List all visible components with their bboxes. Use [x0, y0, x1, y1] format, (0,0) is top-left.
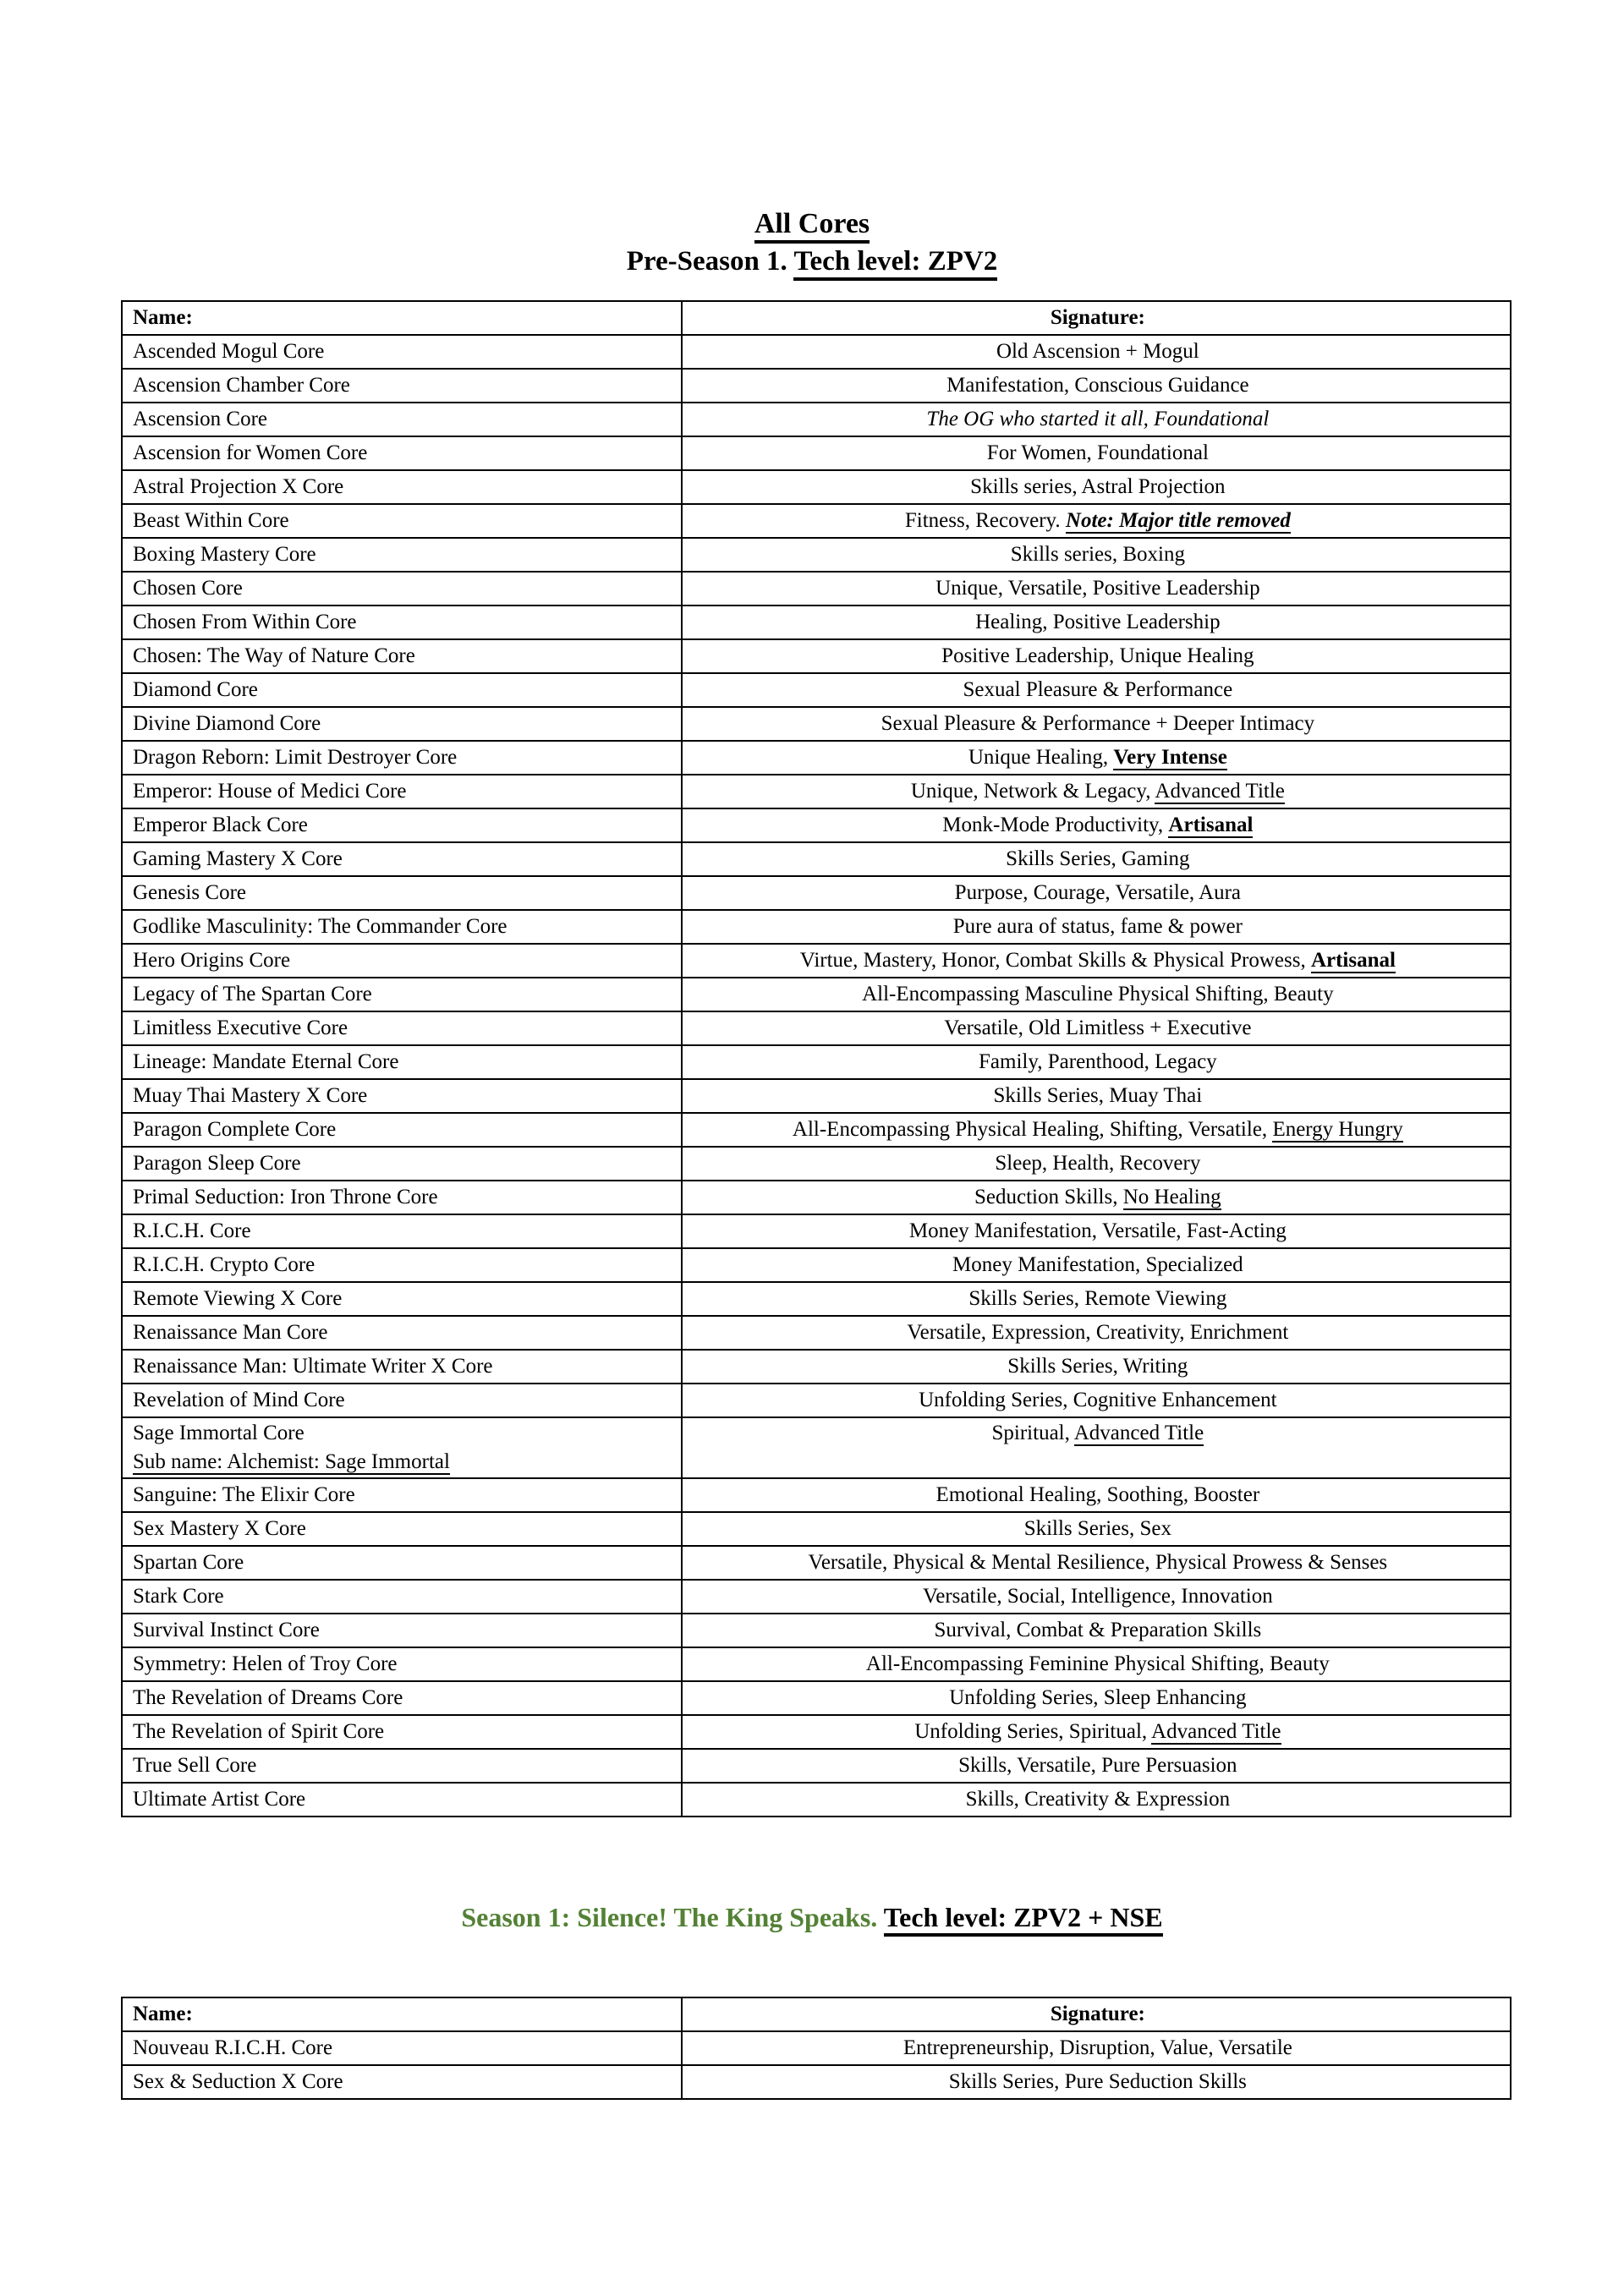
- text-segment: Symmetry: Helen of Troy Core: [133, 1652, 398, 1675]
- core-name-cell: [122, 1580, 682, 1614]
- text-segment: Renaissance Man: Ultimate Writer X Core: [133, 1355, 493, 1378]
- pre-season-subtitle: [0, 243, 1624, 280]
- table-row: [122, 1181, 1511, 1214]
- page-title: [0, 205, 1624, 243]
- pre-season-label: Pre-Season 1.: [626, 246, 794, 277]
- table-row: [122, 606, 1511, 639]
- signature-cell: [682, 606, 1511, 639]
- core-name-cell: [122, 1512, 682, 1546]
- signature-cell: [682, 1512, 1511, 1546]
- text-segment: Very Intense: [1113, 746, 1227, 769]
- title-block: [0, 0, 1624, 280]
- table-row: [122, 1512, 1511, 1546]
- signature-cell: [682, 910, 1511, 944]
- core-name-cell: [122, 808, 682, 842]
- text-segment: Emperor Black Core: [133, 814, 308, 836]
- core-name-cell: [122, 1282, 682, 1316]
- signature-cell: [682, 1478, 1511, 1512]
- text-segment: The Revelation of Dreams Core: [133, 1686, 403, 1709]
- text-segment: Old Ascension + Mogul: [996, 340, 1199, 363]
- text-segment: Lineage: Mandate Eternal Core: [133, 1050, 399, 1073]
- text-segment: Legacy of The Spartan Core: [133, 983, 372, 1006]
- text-segment: Pure aura of status, fame & power: [952, 915, 1243, 938]
- signature-cell: [682, 436, 1511, 470]
- core-name-cell: [122, 1546, 682, 1580]
- core-name-cell: [122, 910, 682, 944]
- text-segment: R.I.C.H. Crypto Core: [133, 1253, 315, 1276]
- signature-cell: [682, 1113, 1511, 1147]
- text-segment: Monk-Mode Productivity,: [942, 814, 1169, 836]
- text-segment: Dragon Reborn: Limit Destroyer Core: [133, 746, 458, 769]
- signature-cell: [682, 1045, 1511, 1079]
- signature-cell: [682, 403, 1511, 436]
- season1-title-text: Season 1: Silence! The King Speaks.: [461, 1902, 884, 1932]
- text-segment: Skills Series, Writing: [1007, 1355, 1188, 1378]
- signature-cell: [682, 639, 1511, 673]
- signature-column-header: Signature:: [682, 1997, 1511, 2031]
- core-name-cell: [122, 1350, 682, 1384]
- signature-cell: [682, 1147, 1511, 1181]
- text-segment: Ascension for Women Core: [133, 441, 368, 464]
- text-segment: Primal Seduction: Iron Throne Core: [133, 1186, 438, 1208]
- signature-cell: [682, 978, 1511, 1011]
- text-segment: The Revelation of Spirit Core: [133, 1720, 385, 1743]
- table-row: [122, 1045, 1511, 1079]
- table-row: [122, 436, 1511, 470]
- signature-cell: [682, 741, 1511, 775]
- table-row: [122, 1647, 1511, 1681]
- core-name-cell: [122, 1181, 682, 1214]
- table-row: [122, 1783, 1511, 1817]
- core-name-cell: [122, 1783, 682, 1817]
- core-name-cell: [122, 369, 682, 403]
- text-segment: Chosen Core: [133, 577, 243, 600]
- text-segment: Skills Series, Muay Thai: [993, 1084, 1203, 1107]
- text-segment: All-Encompassing Physical Healing, Shifting, Versatile,: [792, 1118, 1273, 1141]
- signature-cell: [682, 504, 1511, 538]
- text-segment: Chosen From Within Core: [133, 611, 357, 633]
- text-segment: Emotional Healing, Soothing, Booster: [935, 1483, 1260, 1506]
- text-segment: Sage Immortal Core: [133, 1422, 304, 1444]
- text-segment: Advanced Title: [1155, 780, 1285, 803]
- table-row: [122, 369, 1511, 403]
- table-row: [122, 1282, 1511, 1316]
- signature-cell: [682, 1181, 1511, 1214]
- signature-cell: [682, 1282, 1511, 1316]
- text-segment: Artisanal: [1310, 949, 1396, 972]
- text-segment: Unfolding Series, Sleep Enhancing: [949, 1686, 1247, 1709]
- core-name-cell: [122, 504, 682, 538]
- signature-cell: [682, 1749, 1511, 1783]
- text-segment: Versatile, Old Limitless + Executive: [944, 1016, 1252, 1039]
- text-segment: Virtue, Mastery, Honor, Combat Skills & Physical Prowess,: [799, 949, 1311, 972]
- text-segment: Sleep, Health, Recovery: [995, 1152, 1201, 1175]
- table-row: [122, 639, 1511, 673]
- core-name-cell: [122, 1079, 682, 1113]
- text-segment: Chosen: The Way of Nature Core: [133, 644, 415, 667]
- table-row: [122, 808, 1511, 842]
- text-segment: Ultimate Artist Core: [133, 1788, 306, 1811]
- table-row: [122, 403, 1511, 436]
- signature-cell: [682, 1214, 1511, 1248]
- text-segment: Advanced Title: [1073, 1422, 1204, 1444]
- text-segment: True Sell Core: [133, 1754, 257, 1777]
- core-name-cell: [122, 436, 682, 470]
- core-name-cell: [122, 1715, 682, 1749]
- core-name-cell: [122, 606, 682, 639]
- page-title-text: All Cores: [754, 208, 870, 244]
- text-segment: Survival Instinct Core: [133, 1619, 320, 1641]
- text-segment: Sex & Seduction X Core: [133, 2070, 343, 2093]
- core-name-cell: [122, 2031, 682, 2065]
- text-segment: Unfolding Series, Spiritual,: [914, 1720, 1152, 1743]
- table-row: [122, 470, 1511, 504]
- text-segment: Beast Within Core: [133, 509, 289, 532]
- table-row: [122, 2031, 1511, 2065]
- core-name-cell: [122, 1647, 682, 1681]
- text-segment: Renaissance Man Core: [133, 1321, 328, 1344]
- text-segment: No Healing: [1122, 1186, 1221, 1208]
- signature-cell: [682, 1715, 1511, 1749]
- text-segment: Skills Series, Sex: [1023, 1517, 1172, 1540]
- core-name-cell: [122, 707, 682, 741]
- text-segment: Nouveau R.I.C.H. Core: [133, 2036, 333, 2059]
- signature-cell: [682, 1350, 1511, 1384]
- text-segment: Diamond Core: [133, 678, 258, 701]
- tech-level-label: Tech level: ZPV2: [793, 246, 997, 281]
- table-row: [122, 1749, 1511, 1783]
- pre-season-cores-table: [121, 300, 1512, 1817]
- core-name-cell: [122, 1614, 682, 1647]
- signature-cell: [682, 1384, 1511, 1417]
- text-segment: Revelation of Mind Core: [133, 1389, 345, 1411]
- core-name-cell: [122, 1147, 682, 1181]
- table-row: [122, 1147, 1511, 1181]
- text-segment: Sex Mastery X Core: [133, 1517, 306, 1540]
- signature-cell: [682, 876, 1511, 910]
- signature-cell: [682, 369, 1511, 403]
- core-name-cell: [122, 673, 682, 707]
- signature-cell: [682, 1316, 1511, 1350]
- table-row: [122, 910, 1511, 944]
- table-row: [122, 1417, 1511, 1478]
- table-row: [122, 1681, 1511, 1715]
- text-segment: Fitness, Recovery.: [904, 509, 1066, 532]
- signature-cell: [682, 2031, 1511, 2065]
- text-segment: The OG who started it all, Foundational: [926, 408, 1270, 430]
- signature-cell: [682, 470, 1511, 504]
- core-name-cell: [122, 470, 682, 504]
- core-name-cell: [122, 1478, 682, 1512]
- text-segment: Spartan Core: [133, 1551, 244, 1574]
- signature-cell: [682, 1580, 1511, 1614]
- core-name-cell: [122, 538, 682, 572]
- table-row: [122, 1316, 1511, 1350]
- text-segment: Genesis Core: [133, 881, 246, 904]
- text-segment: Paragon Complete Core: [133, 1118, 337, 1141]
- signature-cell: [682, 707, 1511, 741]
- text-segment: For Women, Foundational: [986, 441, 1209, 464]
- table-row: [122, 944, 1511, 978]
- text-segment: Limitless Executive Core: [133, 1016, 348, 1039]
- signature-cell: [682, 572, 1511, 606]
- season1-tech-level-label: Tech level: ZPV2 + NSE: [884, 1902, 1163, 1937]
- table-row: [122, 775, 1511, 808]
- text-segment: Skills, Versatile, Pure Persuasion: [958, 1754, 1237, 1777]
- signature-cell: [682, 1614, 1511, 1647]
- core-name-cell: [122, 639, 682, 673]
- table-row: [122, 707, 1511, 741]
- text-segment: Muay Thai Mastery X Core: [133, 1084, 368, 1107]
- core-name-cell: [122, 1113, 682, 1147]
- table-row: [122, 1113, 1511, 1147]
- text-segment: All-Encompassing Masculine Physical Shifting, Beauty: [862, 983, 1334, 1006]
- table-row: [122, 538, 1511, 572]
- text-segment: Ascension Core: [133, 408, 267, 430]
- text-segment: Versatile, Physical & Mental Resilience, Physical Prowess & Senses: [808, 1551, 1388, 1574]
- table-row: [122, 842, 1511, 876]
- text-segment: Emperor: House of Medici Core: [133, 780, 407, 803]
- signature-cell: [682, 1681, 1511, 1715]
- text-segment: Skills Series, Remote Viewing: [968, 1287, 1227, 1310]
- text-segment: Spiritual,: [991, 1422, 1074, 1444]
- table-row: [122, 504, 1511, 538]
- table-header-row: [122, 301, 1511, 335]
- signature-cell: [682, 538, 1511, 572]
- table-row: [122, 1614, 1511, 1647]
- core-name-cell: [122, 876, 682, 910]
- table-row: [122, 1384, 1511, 1417]
- core-name-cell: [122, 944, 682, 978]
- core-name-cell: [122, 978, 682, 1011]
- text-segment: Family, Parenthood, Legacy: [979, 1050, 1217, 1073]
- table-row: [122, 978, 1511, 1011]
- core-name-cell: [122, 775, 682, 808]
- text-segment: Healing, Positive Leadership: [975, 611, 1221, 633]
- text-segment: Sexual Pleasure & Performance + Deeper Intimacy: [881, 712, 1315, 735]
- core-name-cell: [122, 741, 682, 775]
- text-segment: Sanguine: The Elixir Core: [133, 1483, 355, 1506]
- signature-cell: [682, 775, 1511, 808]
- core-name-cell: [122, 335, 682, 369]
- text-segment: Unique, Network & Legacy,: [910, 780, 1155, 803]
- text-segment: Unique Healing,: [968, 746, 1114, 769]
- signature-column-header: Signature:: [682, 301, 1511, 335]
- table-row: [122, 1715, 1511, 1749]
- table-row: [122, 673, 1511, 707]
- table-row: [122, 1546, 1511, 1580]
- core-name-cell: [122, 1384, 682, 1417]
- core-name-cell: [122, 1316, 682, 1350]
- signature-cell: [682, 1546, 1511, 1580]
- table-row: [122, 2065, 1511, 2099]
- season1-heading: [0, 1899, 1624, 1936]
- text-segment: Purpose, Courage, Versatile, Aura: [954, 881, 1242, 904]
- signature-cell: [682, 335, 1511, 369]
- text-segment: Gaming Mastery X Core: [133, 847, 343, 870]
- signature-cell: [682, 842, 1511, 876]
- text-segment: Survival, Combat & Preparation Skills: [934, 1619, 1262, 1641]
- text-segment: Manifestation, Conscious Guidance: [946, 374, 1249, 397]
- core-name-cell: [122, 1248, 682, 1282]
- core-name-cell: [122, 2065, 682, 2099]
- text-segment: Skills, Creativity & Expression: [965, 1788, 1231, 1811]
- text-segment: Ascension Chamber Core: [133, 374, 350, 397]
- table-header-row: [122, 1997, 1511, 2031]
- text-segment: Hero Origins Core: [133, 949, 291, 972]
- signature-cell: [682, 808, 1511, 842]
- core-name-cell: [122, 572, 682, 606]
- table-row: [122, 1350, 1511, 1384]
- table-row: [122, 741, 1511, 775]
- text-segment: Skills Series, Pure Seduction Skills: [948, 2070, 1247, 2093]
- text-segment: Positive Leadership, Unique Healing: [941, 644, 1254, 667]
- signature-cell: [682, 1783, 1511, 1817]
- text-segment: Money Manifestation, Versatile, Fast-Acting: [908, 1219, 1287, 1242]
- text-segment: Ascended Mogul Core: [133, 340, 325, 363]
- text-segment: Godlike Masculinity: The Commander Core: [133, 915, 508, 938]
- core-name-cell: [122, 842, 682, 876]
- table-row: [122, 1079, 1511, 1113]
- core-name-cell: [122, 1417, 682, 1478]
- signature-cell: [682, 1248, 1511, 1282]
- table-row: [122, 1580, 1511, 1614]
- text-segment: Stark Core: [133, 1585, 224, 1608]
- text-segment: Paragon Sleep Core: [133, 1152, 301, 1175]
- text-segment: Money Manifestation, Specialized: [952, 1253, 1243, 1276]
- text-segment: Energy Hungry: [1272, 1118, 1403, 1141]
- text-segment: Skills series, Boxing: [1010, 543, 1185, 566]
- signature-cell: [682, 944, 1511, 978]
- table-row: [122, 1214, 1511, 1248]
- table-row: [122, 876, 1511, 910]
- text-segment: Seduction Skills,: [974, 1186, 1123, 1208]
- signature-cell: [682, 1011, 1511, 1045]
- core-name-cell: [122, 403, 682, 436]
- text-segment: Remote Viewing X Core: [133, 1287, 343, 1310]
- text-segment: Advanced Title: [1151, 1720, 1281, 1743]
- signature-cell: [682, 673, 1511, 707]
- table-row: [122, 335, 1511, 369]
- table-row: [122, 1248, 1511, 1282]
- signature-cell: [682, 1647, 1511, 1681]
- text-segment: Sexual Pleasure & Performance: [963, 678, 1233, 701]
- core-name-cell: [122, 1749, 682, 1783]
- table-row: [122, 1478, 1511, 1512]
- core-name-cell: [122, 1681, 682, 1715]
- text-segment: Versatile, Social, Intelligence, Innovation: [922, 1585, 1273, 1608]
- name-column-header: Name:: [122, 301, 682, 335]
- text-segment: Unfolding Series, Cognitive Enhancement: [919, 1389, 1277, 1411]
- text-segment: Note: Major title removed: [1065, 509, 1291, 532]
- signature-cell: [682, 1417, 1511, 1478]
- text-segment: R.I.C.H. Core: [133, 1219, 251, 1242]
- text-segment: All-Encompassing Feminine Physical Shifting, Beauty: [865, 1652, 1330, 1675]
- text-segment: Boxing Mastery Core: [133, 543, 316, 566]
- text-segment: Skills Series, Gaming: [1006, 847, 1190, 870]
- text-segment: Unique, Versatile, Positive Leadership: [935, 577, 1260, 600]
- signature-cell: [682, 2065, 1511, 2099]
- signature-cell: [682, 1079, 1511, 1113]
- text-segment: Entrepreneurship, Disruption, Value, Versatile: [903, 2036, 1292, 2059]
- text-segment: Astral Projection X Core: [133, 475, 344, 498]
- name-column-header: Name:: [122, 1997, 682, 2031]
- core-name-cell: [122, 1011, 682, 1045]
- table-row: [122, 1011, 1511, 1045]
- season1-cores-table: [121, 1997, 1512, 2100]
- table-row: [122, 572, 1511, 606]
- text-segment: Artisanal: [1168, 814, 1254, 836]
- text-segment: Versatile, Expression, Creativity, Enrichment: [907, 1321, 1289, 1344]
- text-segment: Sub name: Alchemist: Sage Immortal: [133, 1450, 450, 1473]
- core-name-cell: [122, 1214, 682, 1248]
- core-name-cell: [122, 1045, 682, 1079]
- text-segment: Divine Diamond Core: [133, 712, 321, 735]
- text-segment: Skills series, Astral Projection: [970, 475, 1226, 498]
